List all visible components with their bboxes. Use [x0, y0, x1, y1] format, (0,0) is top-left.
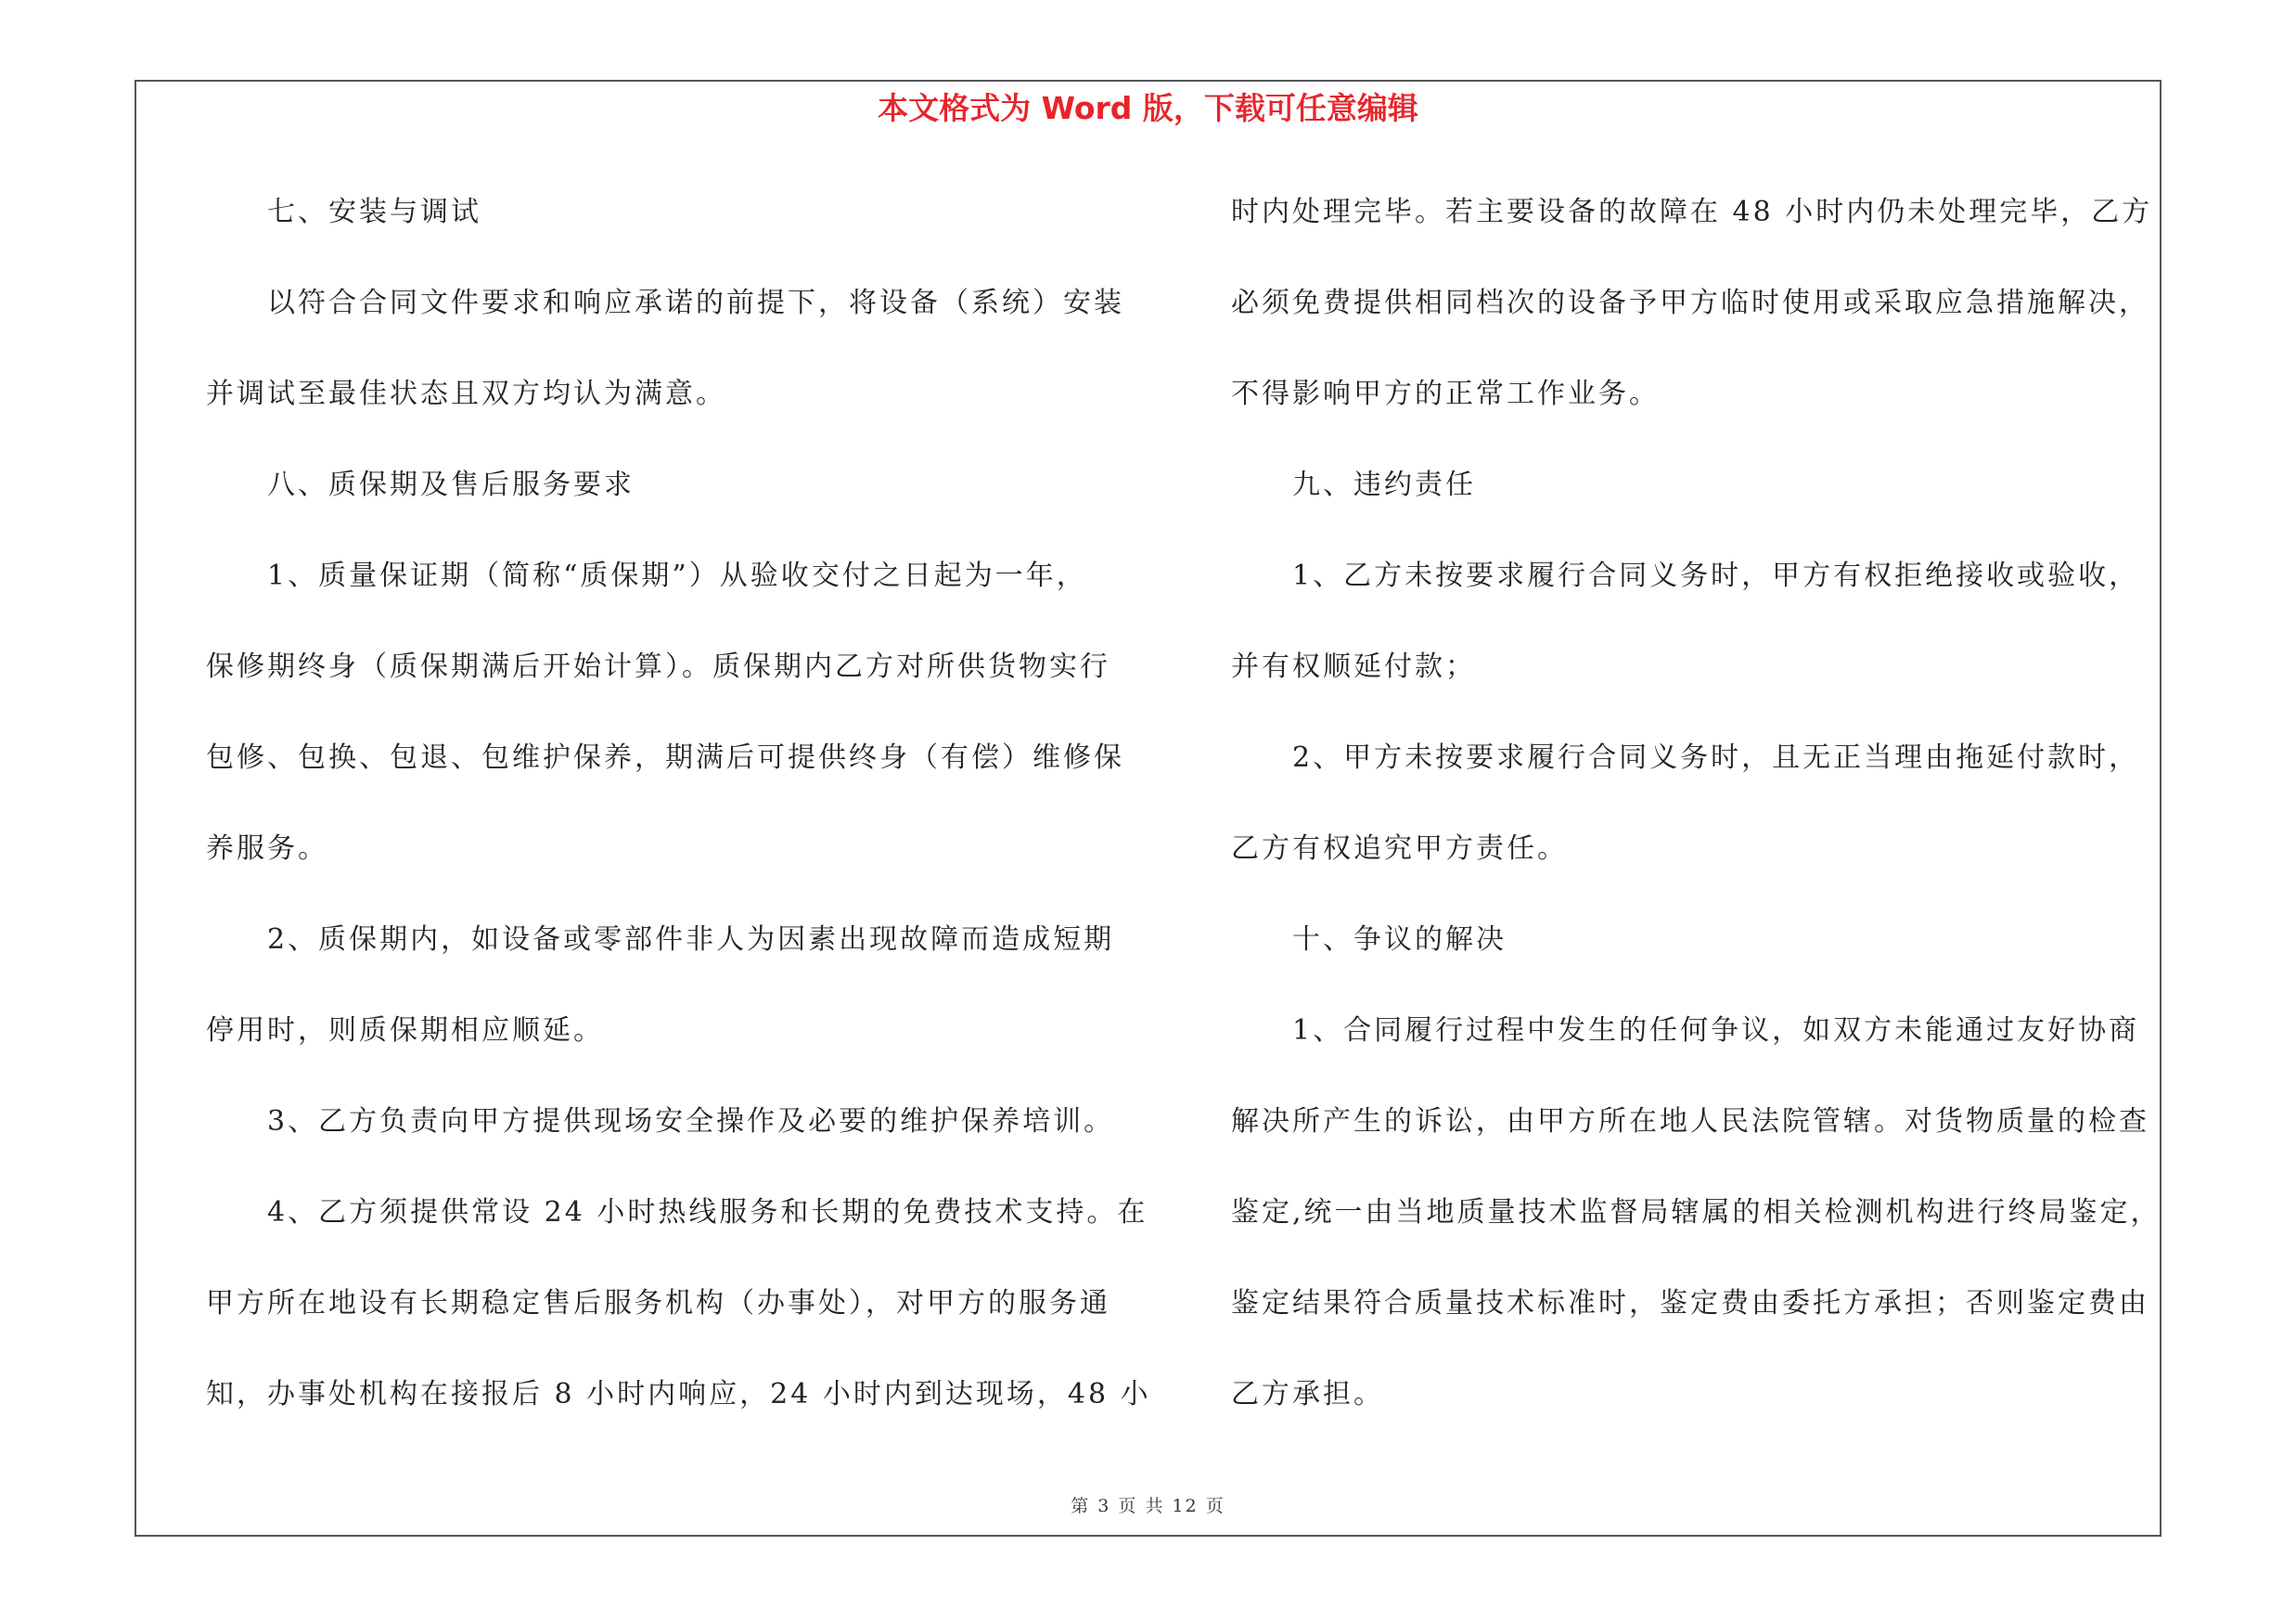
text-line: 1、乙方未按要求履行合同义务时，甲方有权拒绝接收或验收，: [1292, 560, 2140, 592]
text-line: 九、违约责任: [1292, 469, 1476, 501]
text-line: 解决所产生的诉讼，由甲方所在地人民法院管辖。对货物质量的检查: [1231, 1105, 2149, 1138]
text-line: 不得影响甲方的正常工作业务。: [1231, 378, 1660, 410]
text-line: 2、质保期内，如设备或零部件非人为因素出现故障而造成短期: [267, 923, 1115, 956]
text-line: 知，办事处机构在接报后 8 小时内响应，24 小时内到达现场，48 小: [206, 1378, 1151, 1410]
text-line: 并调试至最佳状态且双方均认为满意。: [206, 378, 726, 410]
text-line: 3、乙方负责向甲方提供现场安全操作及必要的维护保养培训。: [267, 1105, 1115, 1138]
text-line: 必须免费提供相同档次的设备予甲方临时使用或采取应急措施解决，: [1231, 287, 2149, 319]
text-line: 保修期终身（质保期满后开始计算）。质保期内乙方对所供货物实行: [206, 650, 1110, 683]
page-number-footer: 第 3 页 共 12 页: [1071, 1496, 1225, 1516]
text-line: 养服务。: [206, 832, 328, 865]
text-line: 1、质量保证期（简称“质保期”）从验收交付之日起为一年，: [267, 560, 1087, 592]
text-line: 十、争议的解决: [1292, 923, 1507, 956]
text-line: 鉴定,统一由当地质量技术监督局辖属的相关检测机构进行终局鉴定，: [1231, 1196, 2161, 1229]
right-text-column: [1231, 181, 2163, 1454]
text-line: 以符合合同文件要求和响应承诺的前提下，将设备（系统）安装: [267, 287, 1124, 319]
text-line: 4、乙方须提供常设 24 小时热线服务和长期的免费技术支持。在: [267, 1196, 1148, 1229]
text-line: 鉴定结果符合质量技术标准时，鉴定费由委托方承担；否则鉴定费由: [1231, 1287, 2149, 1320]
format-banner: 本文格式为 Word 版，下载可任意编辑: [878, 90, 1418, 126]
text-line: 包修、包换、包退、包维护保养，期满后可提供终身（有偿）维修保: [206, 741, 1124, 774]
text-line: 1、合同履行过程中发生的任何争议，如双方未能通过友好协商: [1292, 1014, 2140, 1047]
text-line: 乙方承担。: [1231, 1378, 1384, 1410]
text-line: 甲方所在地设有长期稳定售后服务机构（办事处），对甲方的服务通: [206, 1287, 1110, 1320]
text-line: 2、甲方未按要求履行合同义务时，且无正当理由拖延付款时，: [1292, 741, 2140, 774]
text-line: 七、安装与调试: [267, 196, 481, 228]
text-line: 乙方有权追究甲方责任。: [1231, 832, 1568, 865]
text-line: 停用时，则质保期相应顺延。: [206, 1014, 604, 1047]
text-line: 并有权顺延付款；: [1231, 650, 1476, 683]
left-text-column: [206, 181, 1151, 1454]
text-line: 时内处理完毕。若主要设备的故障在 48 小时内仍未处理完毕，乙方: [1231, 196, 2153, 228]
text-line: 八、质保期及售后服务要求: [267, 469, 635, 501]
